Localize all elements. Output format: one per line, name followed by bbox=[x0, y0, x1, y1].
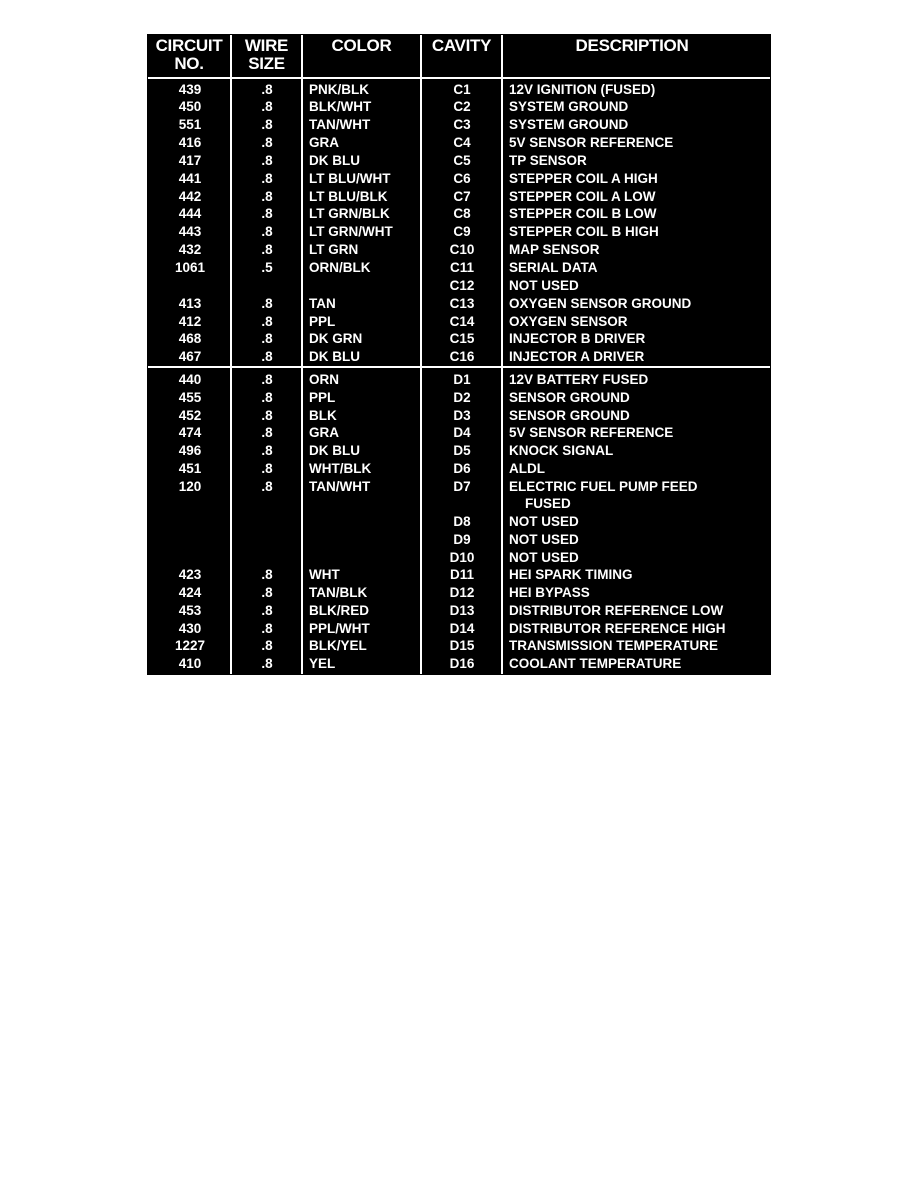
circuit-description: 5V SENSOR REFERENCE bbox=[509, 135, 674, 151]
circuit-number: 474 bbox=[178, 425, 202, 441]
wire-size: .8 bbox=[261, 206, 273, 222]
circuit-description: 5V SENSOR REFERENCE bbox=[509, 425, 674, 441]
cavity-id: D16 bbox=[449, 656, 475, 671]
circuit-number: 416 bbox=[178, 135, 202, 151]
circuit-description: ALDL bbox=[509, 460, 545, 476]
table-row bbox=[148, 81, 770, 99]
header-wire-size bbox=[232, 37, 301, 73]
wire-color: PNK/BLK bbox=[309, 81, 369, 97]
circuit-number: 443 bbox=[178, 224, 202, 240]
circuit-description: DISTRIBUTOR REFERENCE HIGH bbox=[509, 620, 726, 636]
connector-pinout-table bbox=[147, 34, 771, 675]
wire-size: .8 bbox=[261, 224, 273, 240]
circuit-description: FUSED bbox=[525, 496, 571, 512]
wire-size: .8 bbox=[261, 407, 273, 423]
table-row bbox=[148, 152, 770, 170]
circuit-description: STEPPER COIL B HIGH bbox=[509, 224, 659, 240]
wire-color: ORN/BLK bbox=[309, 260, 371, 275]
table-row bbox=[148, 389, 770, 407]
circuit-number: 1227 bbox=[174, 638, 206, 654]
header-divider bbox=[148, 77, 770, 79]
wire-color: LT GRN/WHT bbox=[309, 224, 393, 240]
wire-color: TAN/WHT bbox=[309, 478, 371, 494]
cavity-id: D6 bbox=[453, 460, 471, 476]
cavity-id: C5 bbox=[453, 152, 471, 168]
table-row bbox=[148, 259, 770, 277]
circuit-description: SENSOR GROUND bbox=[509, 389, 630, 405]
table-row bbox=[148, 442, 770, 460]
circuit-number: 1061 bbox=[174, 260, 206, 275]
wire-size: .8 bbox=[261, 188, 273, 204]
cavity-id: D7 bbox=[453, 478, 471, 494]
cavity-id: C1 bbox=[453, 81, 471, 97]
cavity-id: D12 bbox=[449, 585, 475, 600]
cavity-id: D8 bbox=[453, 514, 471, 529]
wire-size: .8 bbox=[261, 389, 273, 405]
wire-color: DK BLU bbox=[309, 152, 360, 168]
circuit-number: 412 bbox=[178, 313, 202, 329]
wire-size: .8 bbox=[261, 656, 273, 671]
wire-color: TAN bbox=[309, 295, 336, 311]
circuit-number: 430 bbox=[178, 620, 202, 636]
table-row bbox=[148, 188, 770, 206]
header-cavity: CAVITY bbox=[431, 36, 492, 55]
wire-size: .8 bbox=[261, 460, 273, 476]
wire-color: LT GRN/BLK bbox=[309, 206, 390, 222]
circuit-number: 423 bbox=[178, 567, 202, 583]
circuit-description: STEPPER COIL A LOW bbox=[509, 188, 656, 204]
wire-color: TAN/WHT bbox=[309, 117, 371, 133]
circuit-number: 450 bbox=[178, 99, 202, 115]
wire-size: .8 bbox=[261, 567, 273, 583]
table-row bbox=[148, 620, 770, 638]
circuit-description: OXYGEN SENSOR GROUND bbox=[509, 295, 692, 311]
cavity-id: C16 bbox=[449, 349, 475, 365]
circuit-number: 444 bbox=[178, 206, 202, 222]
table-row bbox=[148, 407, 770, 425]
wire-size: .8 bbox=[261, 170, 273, 186]
circuit-number: 439 bbox=[178, 81, 202, 97]
circuit-description: STEPPER COIL B LOW bbox=[509, 206, 657, 222]
circuit-description: NOT USED bbox=[509, 531, 579, 547]
table-row bbox=[148, 460, 770, 478]
circuit-number: 410 bbox=[178, 656, 202, 671]
wire-color: LT BLU/WHT bbox=[309, 170, 391, 186]
circuit-description: SENSOR GROUND bbox=[509, 407, 630, 423]
wire-size: .8 bbox=[261, 331, 273, 347]
circuit-number: 120 bbox=[178, 478, 202, 494]
header-circuit-line1: CIRCUIT bbox=[155, 36, 223, 55]
circuit-description: ELECTRIC FUEL PUMP FEED bbox=[509, 478, 698, 494]
circuit-description: NOT USED bbox=[509, 549, 579, 565]
wire-size: .8 bbox=[261, 585, 273, 600]
wire-color: YEL bbox=[309, 656, 336, 671]
table-row bbox=[148, 637, 770, 655]
wire-color: WHT/BLK bbox=[309, 460, 372, 476]
wire-size: .8 bbox=[261, 99, 273, 115]
cavity-id: C7 bbox=[453, 188, 471, 204]
table-row bbox=[148, 330, 770, 348]
circuit-description: INJECTOR B DRIVER bbox=[509, 331, 646, 347]
table-row bbox=[148, 602, 770, 620]
wire-size: .8 bbox=[261, 313, 273, 329]
table-row bbox=[148, 205, 770, 223]
table-row bbox=[148, 478, 770, 496]
wire-color: TAN/BLK bbox=[309, 585, 368, 600]
wire-color: WHT bbox=[309, 567, 340, 583]
table-row bbox=[148, 116, 770, 134]
cavity-id: C13 bbox=[449, 295, 475, 311]
circuit-description: TP SENSOR bbox=[509, 152, 587, 168]
circuit-description: MAP SENSOR bbox=[509, 242, 600, 258]
cavity-id: C11 bbox=[449, 260, 475, 275]
table-row bbox=[148, 566, 770, 584]
wire-size: .8 bbox=[261, 295, 273, 311]
circuit-number: 442 bbox=[178, 188, 202, 204]
table-row bbox=[148, 371, 770, 389]
circuit-description: COOLANT TEMPERATURE bbox=[509, 656, 682, 671]
header-color: COLOR bbox=[331, 36, 392, 55]
wire-size: .8 bbox=[261, 602, 273, 618]
cavity-id: C2 bbox=[453, 99, 471, 115]
table-row bbox=[148, 295, 770, 313]
circuit-description: KNOCK SIGNAL bbox=[509, 443, 614, 458]
wire-color: GRA bbox=[309, 135, 339, 151]
cavity-id: D14 bbox=[449, 620, 475, 636]
table-row bbox=[148, 513, 770, 531]
circuit-number: 455 bbox=[178, 389, 202, 405]
circuit-description: NOT USED bbox=[509, 277, 579, 293]
wire-color: BLK/RED bbox=[309, 602, 369, 618]
table-row bbox=[148, 424, 770, 442]
wire-color: BLK bbox=[309, 407, 337, 423]
circuit-number: 468 bbox=[178, 331, 202, 347]
wire-size: .8 bbox=[261, 81, 273, 97]
header-description: DESCRIPTION bbox=[575, 36, 689, 55]
cavity-id: C10 bbox=[449, 242, 475, 258]
cavity-id: D4 bbox=[453, 425, 471, 441]
circuit-description: HEI SPARK TIMING bbox=[509, 567, 633, 583]
cavity-id: D3 bbox=[453, 407, 471, 423]
cavity-id: D15 bbox=[449, 638, 475, 654]
header-wire-line2: SIZE bbox=[248, 54, 285, 73]
wire-size: .8 bbox=[261, 478, 273, 494]
circuit-number: 424 bbox=[178, 585, 202, 600]
table-row bbox=[148, 223, 770, 241]
circuit-number: 432 bbox=[178, 242, 202, 258]
table-row bbox=[148, 98, 770, 116]
wire-color: ORN bbox=[309, 372, 339, 387]
circuit-description: NOT USED bbox=[509, 514, 579, 529]
cavity-id: C6 bbox=[453, 170, 471, 186]
wire-size: .8 bbox=[261, 638, 273, 654]
circuit-description: 12V IGNITION (FUSED) bbox=[509, 81, 656, 97]
table-row bbox=[148, 584, 770, 602]
header-circuit-line2: NO. bbox=[174, 54, 204, 73]
circuit-number: 451 bbox=[178, 460, 202, 476]
circuit-description: INJECTOR A DRIVER bbox=[509, 349, 645, 365]
header-circuit bbox=[148, 37, 230, 73]
section-divider bbox=[148, 366, 770, 368]
table-row bbox=[148, 495, 770, 513]
wire-color: PPL bbox=[309, 313, 336, 329]
wire-color: PPL bbox=[309, 389, 336, 405]
circuit-number: 441 bbox=[178, 170, 202, 186]
cavity-id: D10 bbox=[449, 549, 475, 565]
wire-size: .8 bbox=[261, 135, 273, 151]
wire-color: LT BLU/BLK bbox=[309, 188, 388, 204]
circuit-number: 453 bbox=[178, 602, 202, 618]
wire-size: .8 bbox=[261, 425, 273, 441]
wire-color: DK BLU bbox=[309, 443, 360, 458]
cavity-id: D9 bbox=[453, 531, 471, 547]
wire-color: DK BLU bbox=[309, 349, 360, 365]
wire-size: .8 bbox=[261, 349, 273, 365]
circuit-description: SYSTEM GROUND bbox=[509, 117, 629, 133]
circuit-number: 413 bbox=[178, 295, 202, 311]
circuit-number: 417 bbox=[178, 152, 202, 168]
cavity-id: D13 bbox=[449, 602, 475, 618]
circuit-number: 452 bbox=[178, 407, 202, 423]
wire-size: .8 bbox=[261, 117, 273, 133]
cavity-id: C9 bbox=[453, 224, 471, 240]
circuit-description: OXYGEN SENSOR bbox=[509, 313, 628, 329]
wire-color: BLK/YEL bbox=[309, 638, 367, 654]
circuit-number: 440 bbox=[178, 372, 202, 387]
cavity-id: C15 bbox=[449, 331, 475, 347]
circuit-description: TRANSMISSION TEMPERATURE bbox=[509, 638, 719, 654]
circuit-description: SYSTEM GROUND bbox=[509, 99, 629, 115]
cavity-id: C14 bbox=[449, 313, 475, 329]
wire-color: GRA bbox=[309, 425, 339, 441]
table-row bbox=[148, 549, 770, 567]
cavity-id: C4 bbox=[453, 135, 471, 151]
circuit-description: SERIAL DATA bbox=[509, 260, 598, 275]
circuit-description: DISTRIBUTOR REFERENCE LOW bbox=[509, 602, 724, 618]
table-row bbox=[148, 348, 770, 366]
wire-size: .8 bbox=[261, 242, 273, 258]
wire-color: DK GRN bbox=[309, 331, 363, 347]
cavity-id: D5 bbox=[453, 443, 471, 458]
circuit-number: 467 bbox=[178, 349, 202, 365]
table-row bbox=[148, 277, 770, 295]
cavity-id: C3 bbox=[453, 117, 471, 133]
table-row bbox=[148, 134, 770, 152]
circuit-number: 496 bbox=[178, 443, 202, 458]
table-row bbox=[148, 170, 770, 188]
table-row bbox=[148, 241, 770, 259]
wire-color: BLK/WHT bbox=[309, 99, 372, 115]
wire-color: LT GRN bbox=[309, 242, 359, 258]
cavity-id: D2 bbox=[453, 389, 471, 405]
cavity-id: D11 bbox=[449, 567, 475, 583]
wire-size: .8 bbox=[261, 620, 273, 636]
table-row bbox=[148, 313, 770, 331]
wire-size: .8 bbox=[261, 443, 273, 458]
table-row bbox=[148, 655, 770, 673]
header-wire-line1: WIRE bbox=[244, 36, 289, 55]
wire-size: .8 bbox=[261, 152, 273, 168]
cavity-id: C12 bbox=[449, 277, 475, 293]
wire-color: PPL/WHT bbox=[309, 620, 370, 636]
circuit-number: 551 bbox=[178, 117, 202, 133]
circuit-description: 12V BATTERY FUSED bbox=[509, 372, 649, 387]
cavity-id: D1 bbox=[453, 372, 471, 387]
cavity-id: C8 bbox=[453, 206, 471, 222]
circuit-description: STEPPER COIL A HIGH bbox=[509, 170, 658, 186]
wire-size: .5 bbox=[261, 260, 273, 275]
circuit-description: HEI BYPASS bbox=[509, 585, 590, 600]
wire-size: .8 bbox=[261, 372, 273, 387]
table-row bbox=[148, 531, 770, 549]
